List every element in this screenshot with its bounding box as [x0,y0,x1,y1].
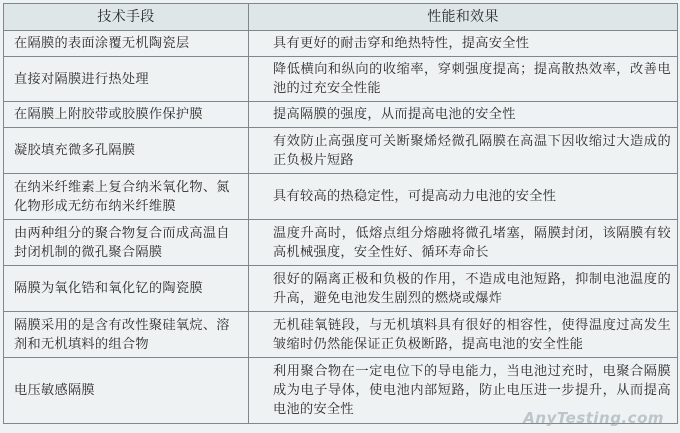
table-row [4,102,678,128]
header-method: 技术手段 [4,4,249,31]
effect-cell: 降低横向和纵向的收缩率，穿刺强度提高；提高散热效率，改善电池的过充安全性能 [249,57,678,102]
method-cell: 由两种组分的聚合物复合而成高温自封闭机制的微孔聚合隔膜 [4,220,249,266]
method-cell: 隔膜为氧化锆和氧化钇的陶瓷膜 [4,266,249,312]
tech-comparison-table [3,3,678,424]
effect-cell: 具有更好的耐击穿和绝热特性，提高安全性 [249,31,678,57]
method-cell: 直接对隔膜进行热处理 [4,57,249,102]
table-row [4,128,678,174]
effect-cell: 无机硅氧链段，与无机填料具有很好的相容性，使得温度过高发生皱缩时仍然能保证正负极断路，提高电池的安全性能 [249,312,678,358]
method-cell: 凝胶填充微多孔隔膜 [4,128,249,174]
header-effect: 性能和效果 [249,4,678,31]
table-row [4,31,678,57]
method-cell: 隔膜采用的是含有改性聚硅氧烷、溶剂和无机填料的组合物 [4,312,249,358]
table-row [4,266,678,312]
site-watermark: AnyTesting.com [523,409,664,427]
effect-cell: 很好的隔离正极和负极的作用，不造成电池短路，抑制电池温度的升高，避免电池发生剧烈的燃烧或爆炸 [249,266,678,312]
table-row [4,174,678,220]
table-row [4,220,678,266]
effect-cell: 提高隔膜的强度，从而提高电池的安全性 [249,102,678,128]
effect-cell: 具有较高的热稳定性，可提高动力电池的安全性 [249,174,678,220]
effect-cell: 温度升高时，低熔点组分熔融将微孔堵塞，隔膜封闭，该隔膜有较高机械强度，安全性好、循环寿命长 [249,220,678,266]
table-row [4,57,678,102]
method-cell: 电压敏感隔膜 [4,358,249,424]
method-cell: 在纳米纤维素上复合纳米氧化物、氮化物形成无纺布纳米纤维膜 [4,174,249,220]
effect-cell: 利用聚合物在一定电位下的导电能力，当电池过充时，电聚合隔膜成为电子导体，使电池内部短路，防止电压进一步提升，从而提高电池的安全性 [249,358,678,424]
table-row [4,312,678,358]
table-header-row [4,4,678,31]
effect-cell: 有效防止高强度可关断聚烯烃微孔隔膜在高温下因收缩过大造成的正负极片短路 [249,128,678,174]
method-cell: 在隔膜的表面涂覆无机陶瓷层 [4,31,249,57]
method-cell: 在隔膜上附胶带或胶膜作保护膜 [4,102,249,128]
